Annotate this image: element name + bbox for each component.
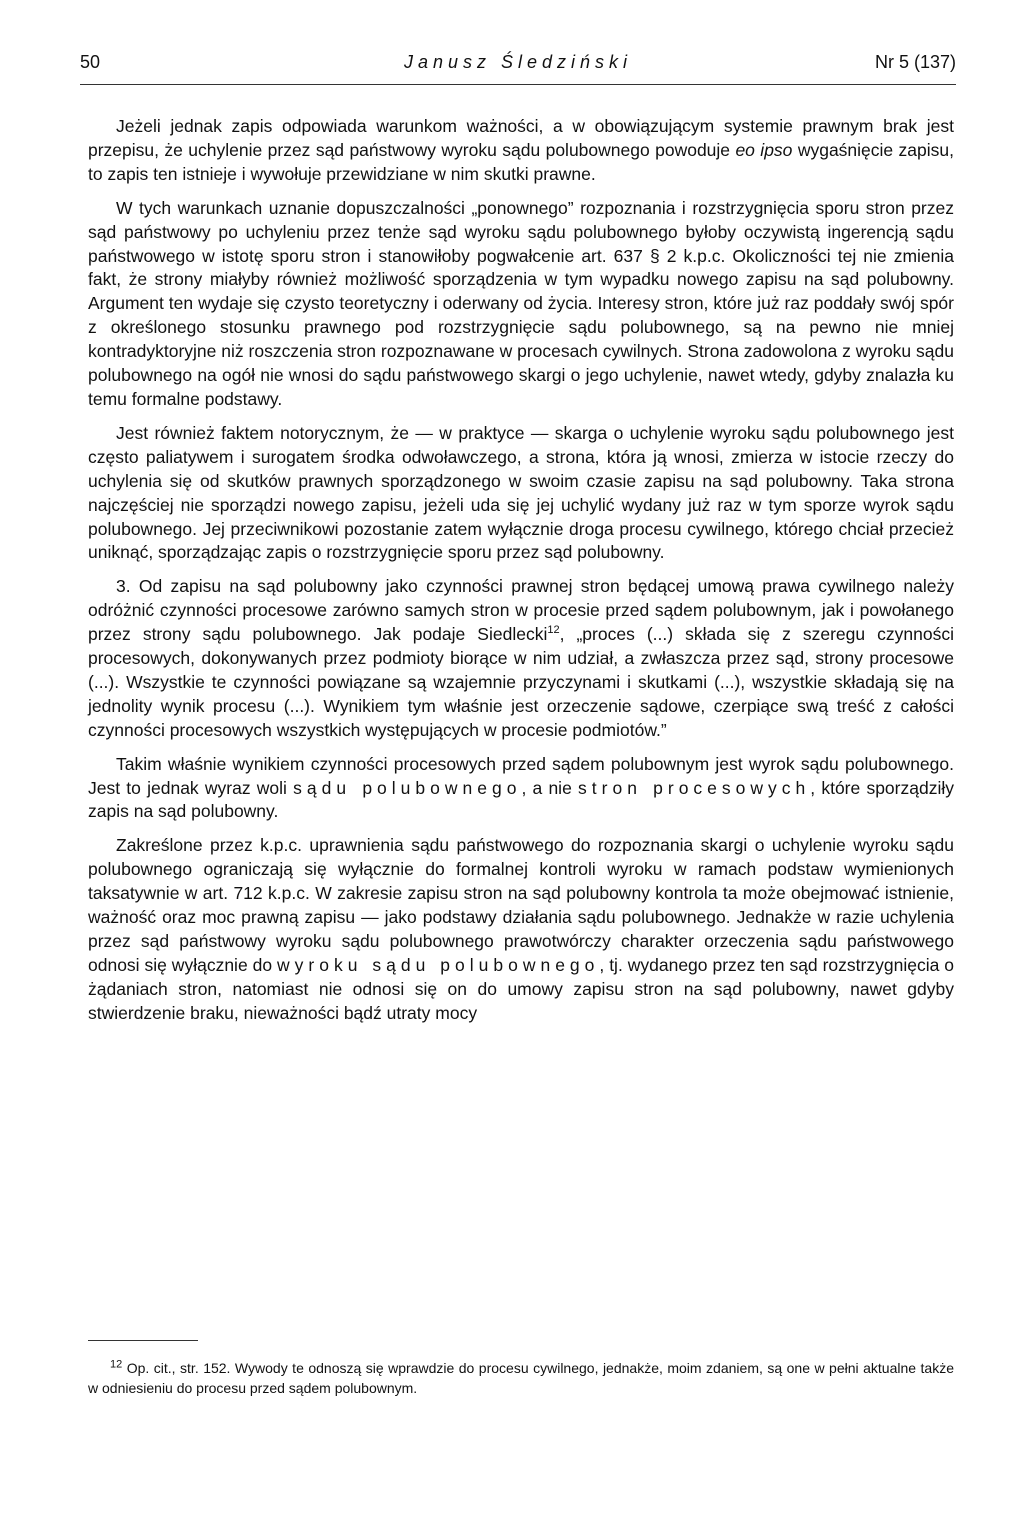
spaced-emphasis: sądu polubownego (293, 777, 522, 798)
paragraph-text: , a nie (521, 777, 579, 798)
paragraph-text: 3. Od zapisu na sąd polubowny jako czynności prawnej stron będącej umową prawa cywilnego należy odróżnić czynności procesowe zarówno samych stron w procesie przed sądem polubownym, jak i powołanego przez strony sądu polubownego. Jak podaje Siedlecki (88, 576, 954, 645)
paragraph-5 (88, 753, 954, 825)
paragraph-text: , „proces (...) składa się z szeregu czynności procesowych, dokonywanych przez podmioty biorące w nim udział, a zwłaszcza przez sąd, strony procesowe (...). Wszystkie te czynności powiązane są wzajemnie przyczynami i skutkami (...), wszystkie składają się na jednolity wynik procesu (...). Wynikiem tym właśnie jest orzeczenie sądowe, czerpiące swą treść z całości czynności procesowych wszystkich występujących w procesie podmiotów.” (88, 624, 954, 740)
spaced-emphasis: stron procesowych (578, 777, 811, 798)
paragraph-4 (88, 575, 954, 742)
paragraph-2: W tych warunkach uznanie dopuszczalności „ponownego” rozpoznania i rozstrzygnięcia sporu stron przez sąd państwowy po uchyleniu przez tenże sąd wyroku sądu polubownego byłoby oczywistą ingerencją sądu państwowego w istotę sporu stron i stanowiłoby pogwałcenie art. 637 § 2 k.p.c. Okoliczności tej nie zmienia fakt, że strony miałyby również możliwość sporządzenia w tym wypadku nowego zapisu na sąd polubowny. Argument ten wydaje się czysto teoretyczny i oderwany od życia. Interesy stron, które już raz poddały swój spór z określonego stosunku prawnego pod rozstrzygnięcie sądu polubownego, są na pewno nie mniej kontradyktoryjne niż roszczenia stron rozpoznawane w procesach cywilnych. Strona zadowolona z wyroku sądu polubownego na ogół nie wnosi do sądu państwowego skargi o jego uchylenie, nawet wtedy, gdyby znalazła ku temu formalne podstawy. (88, 197, 954, 409)
paragraph-6 (88, 834, 954, 1025)
paragraph-text: , które sporządziły zapis na sąd polubowny. (88, 777, 954, 822)
footnote-rule (88, 1340, 198, 1341)
running-author: Janusz Śledziński (403, 52, 633, 72)
page-number: 50 (80, 52, 101, 72)
paragraph-text: Zakreślone przez k.p.c. uprawnienia sądu państwowego do rozpoznania skargi o uchylenie wyroku sądu polubownego ograniczają się wyłącznie do formalnej kontroli wyroku w ramach podstaw wymienionych taksatywnie w art. 712 k.p.c. W zakresie zapisu stron na sąd polubowny kontrola ta może obejmować istnienie, ważność oraz moc prawną zapisu — jako podstawy działania sądu polubownego. Jednakże w razie uchylenia przez sąd państwowy wyroku sądu polubownego prawotwórczy charakter orzeczenia sądu państwowego odnosi się wyłącznie do (88, 835, 954, 975)
paragraph-3: Jest również faktem notorycznym, że — w praktyce — skarga o uchylenie wyroku sądu polubownego jest często paliatywem i surogatem środka odwoławczego, a strona, która ją wnosi, zmierza w istocie rzeczy do uchylenia się od skutków prawnych sporządzonego w swoim czasie zapisu na sąd polubowny. Taka strona najczęściej nie sporządzi nowego zapisu, jeżeli uda się jej uchylić wydany już raz w tym sporze wyrok sądu polubownego. Jej przeciwnikowi pozostanie zatem wyłącznie droga procesu cywilnego, którego chciał przecież uniknąć, sporządzając zapis o rozstrzygnięcie sporu przez sąd polubowny. (88, 422, 954, 563)
footnote-marker: 12 (110, 1358, 123, 1371)
issue-number: Nr 5 (137) (874, 52, 956, 72)
footnote (88, 1358, 954, 1398)
paragraph-text: , tj. wydanego przez ten sąd rozstrzygnięcia o żądaniach stron, natomiast nie odnosi się on do umowy zapisu stron na sąd polubowny, nawet gdyby stwierdzenie braku, nieważności bądź utraty mocy (88, 954, 954, 1023)
paragraph-1 (88, 115, 954, 187)
latin-phrase: eo ipso (735, 139, 793, 160)
footnote-text: Op. cit., str. 152. Wywody te odnoszą się wprawdzie do procesu cywilnego, jednakże, moim zdaniem, są one w pełni aktualne także w odniesieniu do procesu przed sądem polubownym. (88, 1360, 954, 1396)
footnote-ref: 12 (547, 624, 560, 637)
header-rule (80, 84, 956, 85)
running-header (80, 52, 956, 82)
paragraph-text: Jeżeli jednak zapis odpowiada warunkom ważności, a w obowiązującym systemie prawnym brak jest przepisu, że uchylenie przez sąd państwowy wyroku sądu polubownego powoduje (88, 116, 954, 160)
paragraph-text: wygaśnięcie zapisu, to zapis ten istnieje i wywołuje przewidziane w nim skutki prawne. (88, 139, 954, 184)
article-body (88, 115, 954, 1036)
spaced-emphasis: wyroku sądu polubownego (277, 954, 600, 975)
paragraph-text: Takim właśnie wynikiem czynności procesowych przed sądem polubownym jest wyrok sądu polubownego. Jest to jednak wyraz woli (88, 753, 954, 798)
footnote-12 (88, 1358, 954, 1398)
